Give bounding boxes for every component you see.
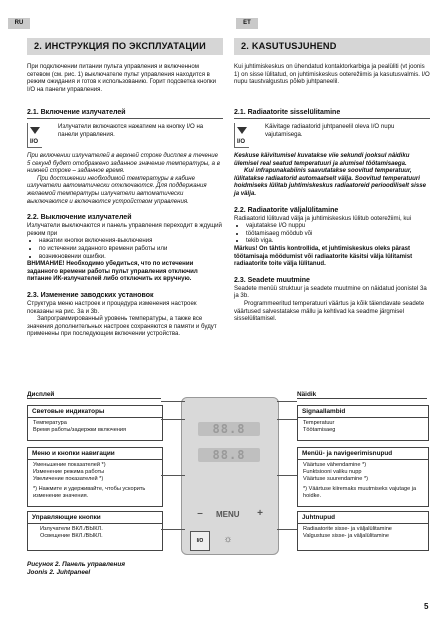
para-ru-1: При включении излучателей в верхней строке дисплея в течение 5 секунд будет отображено заданное значение температуры, а в нижней строке – заданное время. [27,152,220,175]
control-light-ru: Освещение ВКЛ./ВЫКЛ. [40,533,103,539]
connector-line [277,529,297,530]
menu-heading-ru: Меню и кнопки навигации [28,448,162,460]
menu-decrease-ru: Уменьшение показателей *) [33,462,106,468]
indicator-time-ru: Время работы/задержки включения [33,427,127,433]
io-note-ru [27,123,223,148]
menu-button[interactable]: MENU [216,510,240,519]
para-ru-4: Структура меню настроек и процедура изменения настроек показаны на рис. 3a и 3b. [27,299,197,315]
menu-increase-ru: Увеличение показателей *) [33,476,104,482]
indicators-box-et [297,405,429,441]
para-ru-3: Излучатели выключаются и панель управления переходит в ждущий режим при [27,222,222,237]
control-light-et: Valgustuse sisse- ja väljalülitamine [303,533,390,539]
column-et [234,38,430,323]
menu-decrease-et: Väärtuse vähendamine *) [303,462,367,468]
para-et-1: Keskuse käivitumisel kuvatakse viie sekundi jooksul näidiku ülemisel real seatud temperatuuri ja alumisel töötamisaega. [234,152,410,167]
para-et-5: Programmeeritud temperatuuri väärtus ja kõik täiendavate seadete väärtused salvestatakse mällu ja kehtivad ka seadme järgmisel sisselülitamisel. [234,299,425,323]
list-ru [27,237,223,260]
lang-tag-ru: RU [8,18,30,29]
para-ru-5: Запрограммированный уровень температуры, а также все значения дополнительных настроек сохраняются в памяти и будут применены при последующем включении устройства. [27,315,217,338]
menu-mode-ru: Изменение режима работы [33,469,105,475]
indicator-time-et: Töötamisaeg [303,427,336,433]
connector-line [277,401,297,402]
label-display-et: Näidik [297,391,427,399]
list-item: • vajutatakse I/O nuppu [246,222,430,230]
indicators-heading-ru: Световые индикаторы [28,406,162,418]
menu-heading-et: Menüü- ja navigeerimisnupud [298,448,428,460]
connector-line [161,475,185,476]
indicators-box-ru [27,405,163,441]
warning-et: Märkus! On tähtis kontrollida, et juhtimiskeskus oleks pärast töötamisaja möödumist või radiaatorite käsitsi välja lülitamist radiaatorite toite välja lülitanud. [234,244,413,268]
lang-tag-et: ET [236,18,258,29]
para-et-4: Seadete menüü struktuur ja seadete muutmine on näidatud joonistel 3a ja 3b. [234,284,427,300]
heading-2-2-ru: 2.2. Выключение излучателей [27,214,132,222]
minus-button[interactable]: – [197,508,203,519]
control-box-ru [27,511,163,551]
connector-line [161,419,185,420]
list-item: • возникновении ошибки. [39,253,223,261]
indicators-heading-et: Signaallambid [298,406,428,418]
light-bulb-icon[interactable]: ☼ [223,534,233,545]
display-bottom: 88.8 [198,448,260,462]
warning-ru: ВНИМАНИЕ! Необходимо убедиться, что по истечении заданного времени работы пульт управления отключил питание ИК-излучателей либо отключить их вручную. [27,260,198,283]
heading-2-1-ru: 2.1. Включение излучателей [27,108,223,119]
heading-2-2-et: 2.2. Radiaatorite väljalülitamine [234,206,339,214]
intro-et: Kui juhtimiskeskus on ühendatud kontaktorkarbiga ja pealüliti (vt joonis 1) on sisse lülitatud, on juhtimiskeskus ooterežiimis ja kasutusvalmis. I/O nupu taustvalgustus põleb juhtpaneelil. [234,63,430,86]
section-title-et: 2. KASUTUSJUHEND [234,38,430,55]
list-item: • по истечении заданного времени работы или [39,245,223,253]
para-et-2: Kui infrapunakabiinis saavutatakse soovitud temperatuur, lülitatakse radiaatorid automaatselt välja. Soovitud temperatuuri hoidmiseks lülitab juhtimiskeskus radiaatoreid perioodiliselt sisse ja välja. [234,167,427,197]
list-item: • tekib viga. [246,237,430,245]
connector-line [277,475,297,476]
control-heaters-et: Radiaatorite sisse- ja väljalülitamine [303,526,392,532]
plus-button[interactable]: + [257,508,263,519]
display-top: 88.8 [198,422,260,436]
indicator-temp-et: Temperatuur [303,420,335,426]
connector-line [277,419,297,420]
io-button-icon: I/O [27,123,52,148]
menu-box-ru [27,447,163,507]
control-panel-figure [27,389,429,561]
io-note-text-et: Käivitage radiaatorid juhtpaneelil oleva I/O nupu vajutamisega. [265,123,395,138]
para-ru-2: При достижении необходимой температуры в кабине излучатели автоматически отключаются. Для поддержания желаемой температуры излучатели автоматически выключаются и включаются устройством управления. [27,174,207,205]
menu-increase-et: Väärtuse suurendamine *) [303,476,368,482]
menu-mode-et: Funktsiooni valiku nupp [303,469,362,475]
control-panel [181,397,279,555]
caption-et: Joonis 2. Juhtpaneel [27,569,91,576]
label-display-ru: Дисплей [27,391,161,399]
section-title-ru: 2. ИНСТРУКЦИЯ ПО ЭКСПЛУАТАЦИИ [27,38,223,55]
list-item: • нажатии кнопки включения-выключения [39,237,223,245]
io-button-icon: I/O [234,123,259,148]
heading-2-3-ru: 2.3. Изменение заводских установок [27,291,154,299]
menu-box-et [297,447,429,507]
figure-caption [27,561,125,577]
control-heading-ru: Управляющие кнопки [28,512,162,524]
heading-2-3-et: 2.3. Seadete muutmine [234,276,310,284]
menu-note-et: *) Väärtuse kiiremaks muutmiseks vajutage ja hoidke. [303,486,417,499]
caption-ru: Рисунок 2. Панель управления [27,561,126,568]
connector-line [161,401,185,402]
control-heaters-ru: Излучатели ВКЛ./ВЫКЛ. [40,526,103,532]
control-box-et [297,511,429,551]
heading-2-1-et: 2.1. Radiaatorite sisselülitamine [234,108,430,119]
indicator-temp-ru: Температура [33,420,67,426]
connector-line [161,529,185,530]
io-power-button[interactable]: I/O [190,531,210,551]
io-note-et [234,123,430,148]
list-et [234,222,430,245]
menu-note-ru: *) Нажмите и удерживайте, чтобы ускорить изменение значения. [33,486,146,499]
io-note-text-ru: Излучатели включаются нажатием на кнопку I/O на панели управления. [58,123,204,138]
control-heading-et: Juhtnupud [298,512,428,524]
intro-ru: При подключении питании пульта управления и включенном сетевом (см. рис. 1) выключателе пульт управления находится в режим ожидания и готов к использованию. Горит подсветка кнопки I/O на панели управления. [27,63,217,93]
page-number: 5 [424,602,429,611]
column-ru [27,38,223,338]
list-item: • töötamisaeg möödub või [246,230,430,238]
para-et-3: Radiaatorid lülituvad välja ja juhtimiskeskus lülitub ooterežiimi, kui [234,214,412,222]
